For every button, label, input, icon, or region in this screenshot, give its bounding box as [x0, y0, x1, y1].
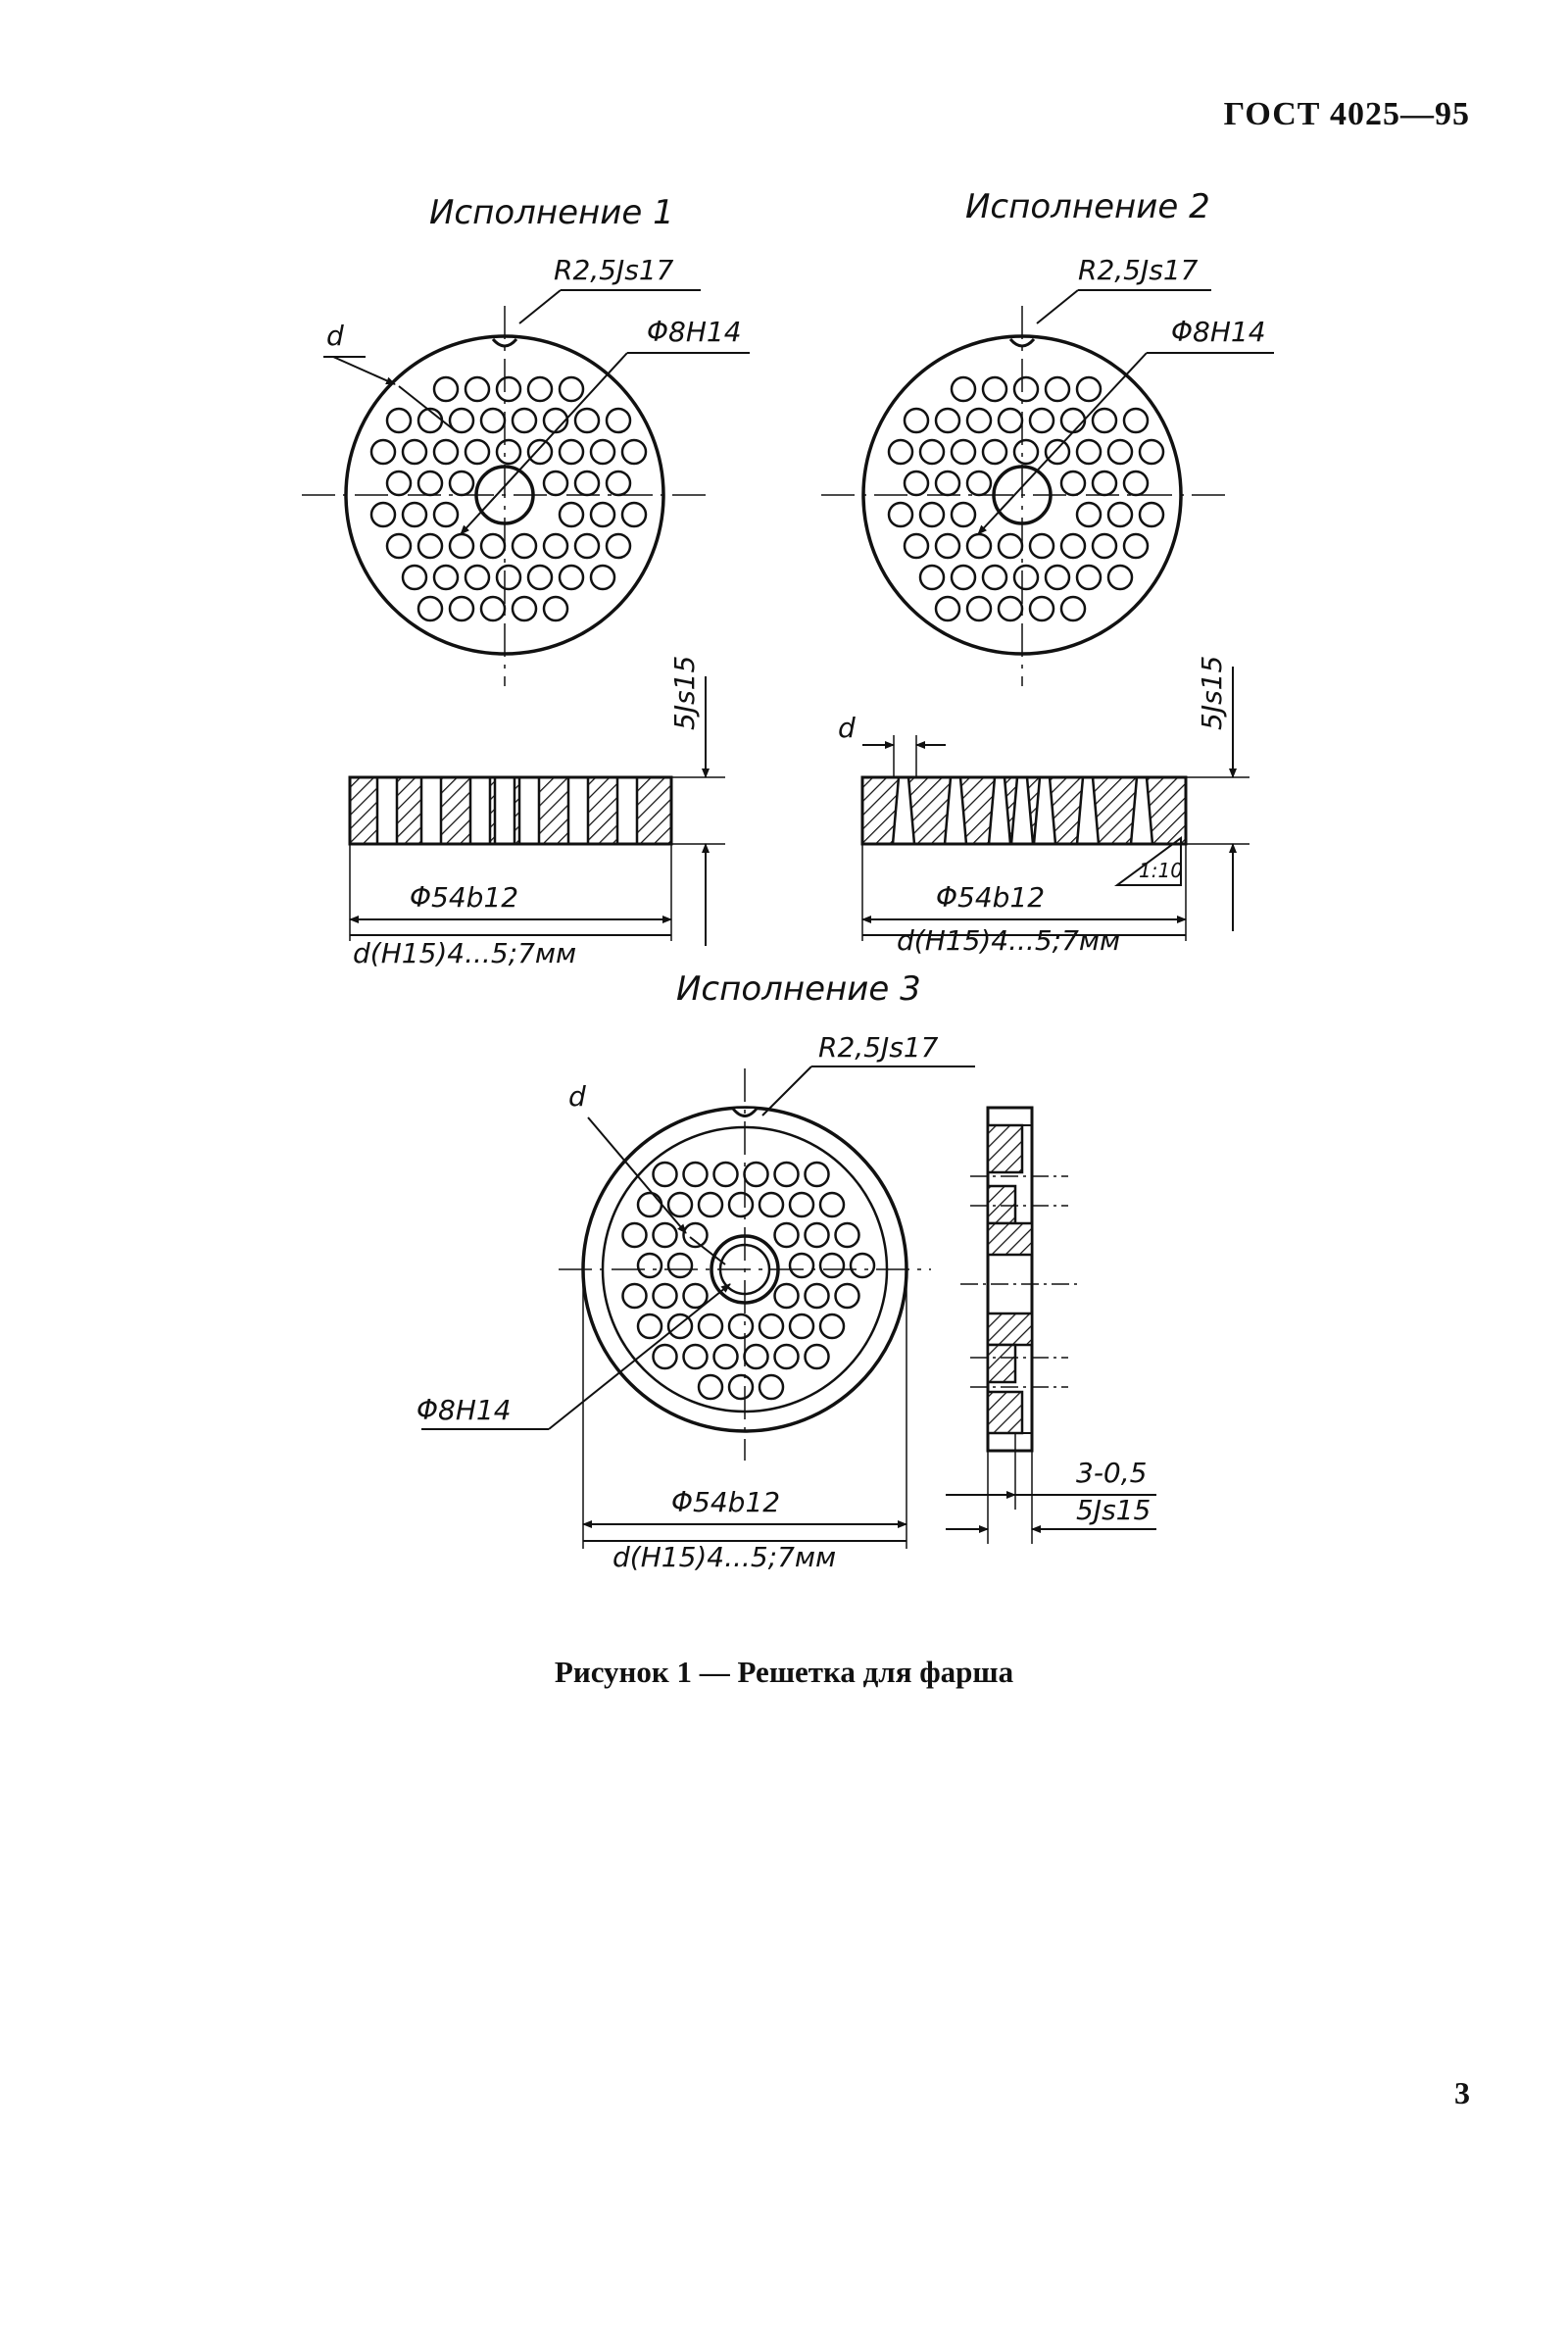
grate-hole [820, 1314, 844, 1338]
grate-hole [387, 409, 411, 432]
grate-hole [745, 1163, 768, 1186]
grate-hole [1030, 409, 1054, 432]
section-bore [421, 777, 441, 844]
grate-hole [513, 409, 536, 432]
grate-hole [528, 566, 552, 589]
grate-hole [544, 471, 567, 495]
grate-hole [1124, 471, 1148, 495]
grate-hole [806, 1284, 829, 1308]
variant2-taper: 1:10 [1139, 859, 1183, 882]
grate-hole [450, 597, 473, 620]
grate-hole [790, 1193, 813, 1216]
grate-hole [403, 566, 426, 589]
grate-hole [684, 1223, 708, 1247]
grate-hole [1077, 377, 1101, 401]
variant1-outer-diameter: Φ54b12 [410, 881, 519, 914]
grate-hole [905, 409, 928, 432]
grate-hole [714, 1345, 738, 1368]
grate-hole [936, 409, 959, 432]
grate-hole [1030, 597, 1054, 620]
grate-hole [668, 1193, 692, 1216]
grate-hole [1140, 440, 1163, 464]
grate-hole [607, 534, 630, 558]
variant1-holes [371, 377, 646, 620]
grate-hole [638, 1193, 662, 1216]
grate-hole [729, 1314, 753, 1338]
variant3-title: Исполнение 3 [676, 969, 921, 1009]
grate-hole [775, 1345, 799, 1368]
grate-hole [999, 409, 1022, 432]
grate-hole [544, 597, 567, 620]
grate-hole [481, 534, 505, 558]
variant3-side-section [946, 1108, 1156, 1544]
grate-hole [371, 503, 395, 526]
grate-hole [528, 440, 552, 464]
section-bore [568, 777, 588, 844]
variant3-hole-label: d [568, 1080, 586, 1113]
grate-hole [387, 471, 411, 495]
grate-hole [638, 1314, 662, 1338]
grate-hole [1140, 503, 1163, 526]
grate-hole [591, 440, 614, 464]
grate-hole [729, 1375, 753, 1399]
grate-hole [952, 566, 975, 589]
grate-hole [1093, 409, 1116, 432]
grate-hole [820, 1254, 844, 1277]
grate-hole [936, 597, 959, 620]
grate-hole [983, 566, 1006, 589]
variant1-section-view [350, 656, 725, 969]
grate-hole [820, 1193, 844, 1216]
grate-hole [591, 566, 614, 589]
grate-hole [1124, 409, 1148, 432]
grate-hole [1046, 440, 1069, 464]
grate-hole [1061, 409, 1085, 432]
grate-hole [560, 566, 583, 589]
variant2-front-view [821, 187, 1274, 686]
grate-hole [528, 377, 552, 401]
grate-hole [1093, 534, 1116, 558]
grate-hole [622, 440, 646, 464]
grate-hole [466, 566, 489, 589]
grate-hole [654, 1284, 677, 1308]
grate-hole [1046, 566, 1069, 589]
grate-hole [806, 1223, 829, 1247]
grate-hole [638, 1254, 662, 1277]
section-bore [519, 777, 539, 844]
section-bore [495, 777, 514, 844]
grate-hole [999, 534, 1022, 558]
grate-hole [775, 1163, 799, 1186]
grate-hole [729, 1193, 753, 1216]
grate-hole [836, 1284, 859, 1308]
grate-hole [967, 534, 991, 558]
grate-hole [1046, 377, 1069, 401]
grate-hole [952, 440, 975, 464]
grate-hole [1108, 566, 1132, 589]
variant2-notch-radius: R2,5Js17 [1078, 254, 1199, 286]
grate-hole [1014, 440, 1038, 464]
variant3-holes [623, 1163, 875, 1399]
standard-code: ГОСТ 4025—95 [1223, 96, 1470, 132]
variant1-center-hole-dim: Φ8H14 [647, 316, 742, 348]
figure-caption: Рисунок 1 — Решетка для фарша [554, 1655, 1014, 1689]
grate-hole [560, 440, 583, 464]
grate-hole [497, 566, 520, 589]
grate-hole [699, 1375, 722, 1399]
grate-hole [654, 1223, 677, 1247]
grate-hole [434, 566, 458, 589]
grate-hole [699, 1314, 722, 1338]
grate-hole [513, 534, 536, 558]
grate-hole [497, 440, 520, 464]
grate-hole [714, 1163, 738, 1186]
grate-hole [1030, 534, 1054, 558]
variant2-center-hole-dim: Φ8H14 [1171, 316, 1266, 348]
grate-hole [684, 1345, 708, 1368]
grate-hole [983, 440, 1006, 464]
grate-hole [434, 503, 458, 526]
grate-hole [1077, 566, 1101, 589]
grate-hole [560, 377, 583, 401]
variant2-hole-range: d(H15)4...5;7мм [897, 924, 1121, 957]
variant2-outer-diameter: Φ54b12 [936, 881, 1046, 914]
grate-hole [1093, 471, 1116, 495]
grate-hole [905, 471, 928, 495]
grate-hole [745, 1345, 768, 1368]
variant1-hole-label: d [326, 320, 344, 352]
grate-hole [466, 377, 489, 401]
grate-hole [450, 471, 473, 495]
grate-hole [806, 1345, 829, 1368]
grate-hole [623, 1223, 647, 1247]
variant2-holes [889, 377, 1163, 620]
grate-hole [575, 409, 599, 432]
grate-hole [575, 534, 599, 558]
grate-hole [418, 597, 442, 620]
variant1-notch-radius: R2,5Js17 [554, 254, 674, 286]
grate-hole [434, 377, 458, 401]
grate-hole [1108, 503, 1132, 526]
grate-hole [836, 1223, 859, 1247]
grate-hole [967, 471, 991, 495]
grate-hole [920, 503, 944, 526]
grate-hole [905, 534, 928, 558]
variant3-front-view [416, 969, 975, 1573]
grate-hole [920, 566, 944, 589]
grate-hole [1077, 503, 1101, 526]
grate-hole [497, 377, 520, 401]
grate-hole [983, 377, 1006, 401]
grate-hole [790, 1314, 813, 1338]
grate-hole [481, 597, 505, 620]
grate-hole [760, 1193, 783, 1216]
section-bore [377, 777, 397, 844]
grate-hole [952, 503, 975, 526]
variant3-hole-range: d(H15)4...5;7мм [612, 1541, 837, 1573]
variant2-section-view [838, 656, 1250, 957]
grate-hole [1061, 534, 1085, 558]
page-number: 3 [1454, 2075, 1470, 2110]
grate-hole [684, 1163, 708, 1186]
grate-hole [851, 1254, 874, 1277]
grate-hole [775, 1284, 799, 1308]
grate-hole [387, 534, 411, 558]
grate-hole [760, 1375, 783, 1399]
section-bore [470, 777, 490, 844]
grate-hole [591, 503, 614, 526]
grate-hole [952, 377, 975, 401]
variant3-outer-diameter: Φ54b12 [671, 1486, 781, 1518]
variant3-thickness: 5Js15 [1076, 1494, 1152, 1526]
grate-hole [654, 1163, 677, 1186]
grate-hole [1061, 471, 1085, 495]
variant1-hole-range: d(H15)4...5;7мм [353, 937, 577, 969]
grate-hole [560, 503, 583, 526]
grate-hole [668, 1254, 692, 1277]
grate-hole [623, 1284, 647, 1308]
grate-hole [371, 440, 395, 464]
grate-hole [889, 440, 912, 464]
grate-hole [936, 471, 959, 495]
variant2-thickness: 5Js15 [1196, 655, 1228, 730]
grate-hole [481, 409, 505, 432]
grate-hole [760, 1314, 783, 1338]
variant2-title: Исполнение 2 [965, 187, 1210, 226]
grate-hole [1014, 566, 1038, 589]
grate-hole [936, 534, 959, 558]
grate-hole [775, 1223, 799, 1247]
grate-hole [889, 503, 912, 526]
grate-hole [607, 409, 630, 432]
grate-hole [790, 1254, 813, 1277]
variant2-hole-label: d [838, 712, 856, 744]
variant1-thickness: 5Js15 [668, 655, 701, 730]
grate-hole [1014, 377, 1038, 401]
variant3-recess-depth: 3-0,5 [1076, 1457, 1148, 1489]
grate-hole [967, 409, 991, 432]
grate-hole [1124, 534, 1148, 558]
grate-hole [418, 534, 442, 558]
grate-hole [806, 1163, 829, 1186]
grate-hole [654, 1345, 677, 1368]
grate-hole [920, 440, 944, 464]
grate-hole [450, 534, 473, 558]
grate-hole [575, 471, 599, 495]
variant3-notch-radius: R2,5Js17 [818, 1031, 939, 1064]
section-bore [617, 777, 637, 844]
grate-hole [1061, 597, 1085, 620]
grate-hole [1077, 440, 1101, 464]
grate-hole [403, 440, 426, 464]
variant1-front-view [302, 193, 750, 686]
grate-hole [699, 1193, 722, 1216]
variant3-center-hole-dim: Φ8H14 [416, 1394, 512, 1426]
grate-hole [466, 440, 489, 464]
grate-hole [1108, 440, 1132, 464]
grate-hole [418, 471, 442, 495]
grate-hole [622, 503, 646, 526]
grate-hole [607, 471, 630, 495]
grate-hole [403, 503, 426, 526]
grate-hole [967, 597, 991, 620]
grate-hole [434, 440, 458, 464]
grate-hole [513, 597, 536, 620]
grate-hole [544, 534, 567, 558]
variant1-title: Исполнение 1 [429, 193, 674, 232]
grate-hole [999, 597, 1022, 620]
